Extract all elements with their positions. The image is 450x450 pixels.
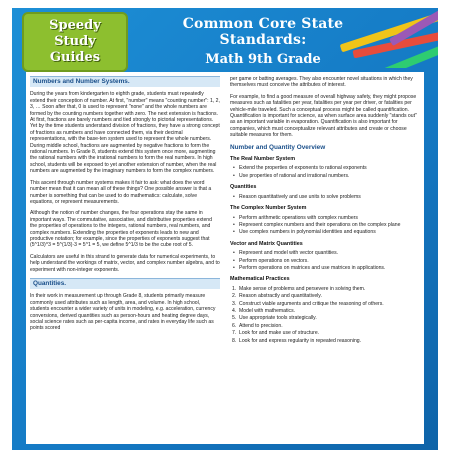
list-item: 2. Reason abstractly and quantitatively. <box>232 293 322 300</box>
section-heading: Quantities. <box>30 278 220 289</box>
subheading: The Complex Number System <box>230 205 307 212</box>
bullet-list <box>230 194 422 200</box>
list-item: 5. Use appropriate tools strategically. <box>232 315 317 322</box>
list-item: • Perform operations on vectors. <box>230 258 422 264</box>
bullet-list <box>230 215 422 236</box>
subheading: Mathematical Practices <box>230 276 290 283</box>
page-title: Common Core State Standards: <box>182 16 344 48</box>
paragraph: Calculators are useful in this strand to generate data for numerical experiments, to help understand the workings of matrix, vector, and complex number algebra, and to experiment with non-integer exponents. <box>30 253 220 273</box>
list-item: • Represent and model with vector quantities. <box>230 250 422 256</box>
list-item: 1. Make sense of problems and persevere in solving them. <box>232 285 366 292</box>
paragraph: During the years from kindergarten to eighth grade, students must repeatedly extend their conception of number. At first, "number" means "counting number": 1, 2, 3, … Soon after that, 0 is used to represent "none" and the whole numbers are formed by the counting numbers together with zero. The next extension is fractions. At first, fractions are barely numbers and tied strongly to pictorial representations. Yet by the time students understand division of fractions, they have a strong concept of fractions as numbers and have connected them, via their decimal representations, with the base-ten system used to represent the whole numbers. During middle school, fractions are augmented by negative fractions to form the rational numbers. In Grade 8, students extend this system once more, augmenting the rational numbers with the irrational numbers to form the real numbers. In high school, students will be exposed to yet another extension of number, when the real numbers are augmented by the imaginary numbers to form the complex numbers. <box>30 91 220 175</box>
paragraph: Although the notion of number changes, the four operations stay the same in important ways. The commutative, associative, and distributive properties extend the properties of operations to the integers, rational numbers, real numbers, and complex numbers. Extending the properties of exponents leads to new and productive notation; for example, since the properties of exponents suggest that (5^1/3)^3 = 5^(1/3)·3 = 5^1 = 5, we define 5^1/3 to be the cube root of 5. <box>30 210 212 249</box>
list-item: • Reason quantitatively and use units to solve problems <box>230 194 422 200</box>
paragraph: In their work in measurement up through Grade 8, students primarily measure commonly used attributes such as length, area, and volume. In high school, students encounter a wider variety of units in modeling, e.g. acceleration, currency conversions, derived quantities such as person-hours and heating degree days, social science rates such as per-capita income, and rates in everyday life such as points scored <box>30 293 216 332</box>
paragraph: For example, to find a good measure of overall highway safety, they might propose measures such as fatalities per year, fatalities per year per driver, or fatalities per vehicle-mile traveled. Such a conceptual process might be called quantification. Quantification is important for science, as when surface area suddenly "stands out" as an important variable in evaporation. Quantification is also important for companies, which must conceptualize relevant attributes and create or choose suitable measures for them. <box>230 93 417 139</box>
content-sheet <box>26 72 424 444</box>
list-item: • Perform arithmetic operations with complex numbers <box>230 215 422 221</box>
page-subtitle: Math 9th Grade <box>205 52 321 67</box>
bullet-list <box>230 165 422 179</box>
numbered-list <box>230 286 422 344</box>
section-heading: Numbers and Number Systems. <box>30 76 220 87</box>
right-column <box>230 76 422 347</box>
list-item: • Use properties of rational and irrational numbers. <box>230 173 422 179</box>
header <box>138 16 388 67</box>
list-item: • Represent complex numbers and their operations on the complex plane <box>230 222 422 228</box>
list-item: 6. Attend to precision. <box>232 322 283 329</box>
list-item: • Perform operations on matrices and use matrices in applications. <box>230 265 422 271</box>
bullet-list <box>230 250 422 271</box>
left-column <box>30 76 220 337</box>
subheading: The Real Number System <box>230 156 296 163</box>
speedy-study-guides-logo <box>22 12 128 72</box>
list-item: 8. Look for and express regularity in repeated reasoning. <box>232 337 362 344</box>
logo-line: Speedy <box>49 18 101 33</box>
paragraph: per game or batting averages. They also encounter novel situations in which they themselves must conceive the attributes of interest. <box>230 76 413 89</box>
logo-line: Study <box>54 34 96 49</box>
overview-heading: Number and Quantity Overview <box>230 143 326 151</box>
list-item: 3. Construct viable arguments and critique the reasoning of others. <box>232 300 384 307</box>
logo-line: Guides <box>49 50 101 65</box>
list-item: • Extend the properties of exponents to rational exponents <box>230 165 422 171</box>
list-item: • Use complex numbers in polynomial identities and equations <box>230 229 422 235</box>
paragraph: This ascent through number systems makes it fair to ask: what does the word number mean that it can mean all of these things? One possible answer is that a number is something that can be used to do mathematics: calculate, solve equations, or represent measurements. <box>30 179 212 205</box>
list-item: 4. Model with mathematics. <box>232 307 296 314</box>
subheading: Vector and Matrix Quantities <box>230 240 303 247</box>
list-item: 7. Look for and make use of structure. <box>232 330 320 337</box>
subheading: Quantities <box>230 184 257 191</box>
